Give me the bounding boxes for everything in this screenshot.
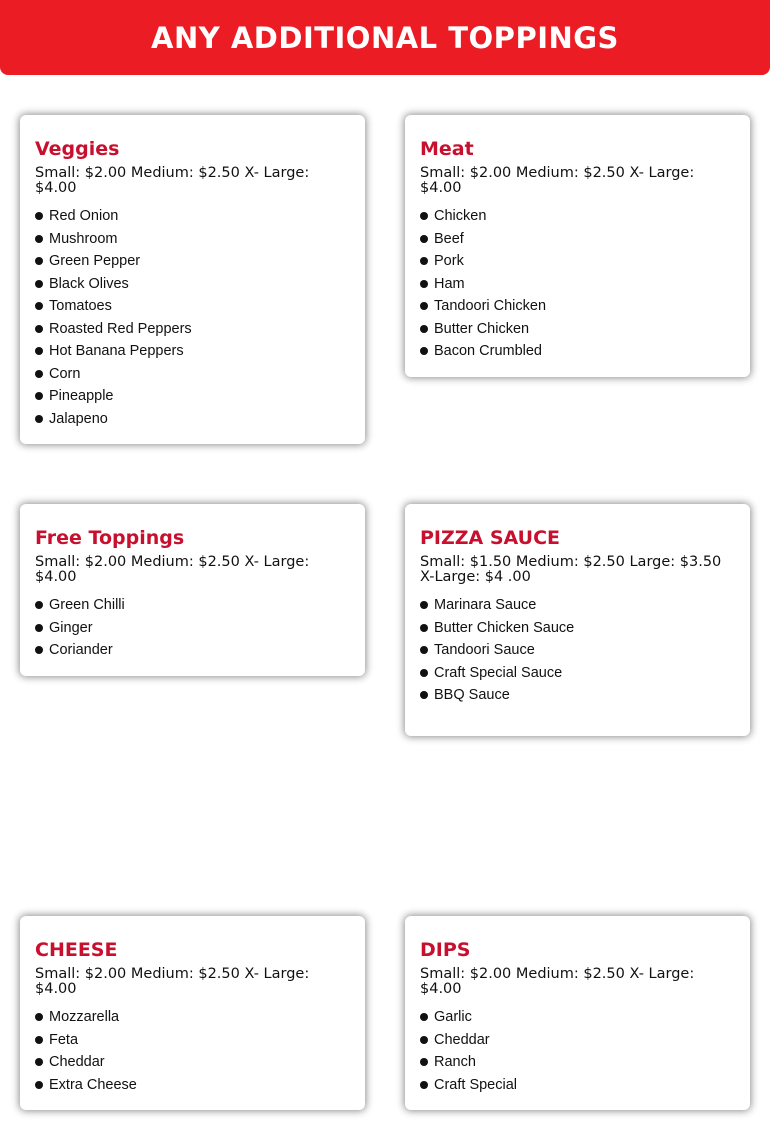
topping-item (420, 340, 740, 363)
bullet-icon (420, 1081, 428, 1089)
topping-item (35, 205, 355, 228)
topping-item (35, 318, 355, 341)
card-title: DIPS (420, 939, 471, 961)
topping-label: Corn (49, 365, 81, 382)
bullet-icon (35, 235, 43, 243)
topping-item (35, 273, 355, 296)
topping-label: Butter Chicken Sauce (434, 619, 575, 636)
bullet-icon (420, 347, 428, 355)
topping-label: Ham (434, 275, 465, 292)
card-title: Meat (420, 138, 474, 160)
topping-label: Red Onion (49, 208, 119, 224)
topping-item (35, 408, 355, 431)
bullet-icon (420, 601, 428, 609)
topping-list (420, 594, 740, 707)
topping-label: Hot Banana Peppers (49, 343, 184, 359)
bullet-icon (35, 601, 43, 609)
topping-item (420, 273, 740, 296)
card-prices: Small: $2.00 Medium: $2.50 X- Large: $4.00 (420, 165, 695, 196)
bullet-icon (35, 624, 43, 632)
bullet-icon (35, 280, 43, 288)
bullet-icon (35, 1058, 43, 1066)
card-meat (405, 115, 750, 377)
topping-label: BBQ Sauce (434, 687, 510, 703)
topping-label: Feta (49, 1031, 79, 1048)
topping-label: Jalapeno (49, 410, 108, 427)
topping-item (420, 639, 740, 662)
topping-item (420, 684, 740, 707)
topping-item (35, 1051, 355, 1074)
topping-label: Mozzarella (49, 1009, 120, 1025)
bullet-icon (35, 1013, 43, 1021)
topping-label: Ranch (434, 1054, 476, 1070)
bullet-icon (420, 235, 428, 243)
topping-list (35, 205, 355, 430)
topping-list (35, 1006, 355, 1096)
topping-list (420, 205, 740, 363)
bullet-icon (35, 370, 43, 378)
bullet-icon (35, 257, 43, 265)
card-title: PIZZA SAUCE (420, 527, 561, 549)
topping-item (420, 1074, 740, 1097)
bullet-icon (420, 302, 428, 310)
bullet-icon (35, 212, 43, 220)
card-prices: Small: $2.00 Medium: $2.50 X- Large: $4.00 (35, 966, 310, 997)
topping-list (35, 594, 355, 662)
topping-label: Roasted Red Peppers (49, 320, 192, 337)
bullet-icon (35, 325, 43, 333)
topping-label: Tandoori Chicken (434, 298, 547, 314)
topping-item (35, 340, 355, 363)
topping-label: Butter Chicken (434, 320, 530, 337)
topping-item (420, 205, 740, 228)
card-veggies (20, 115, 365, 444)
topping-item (35, 617, 355, 640)
card-title: Veggies (35, 138, 120, 160)
topping-item (420, 228, 740, 251)
topping-label: Mushroom (49, 230, 118, 247)
bullet-icon (420, 280, 428, 288)
topping-label: Beef (434, 230, 464, 247)
bullet-icon (420, 1013, 428, 1021)
topping-item (420, 662, 740, 685)
topping-label: Chicken (434, 208, 487, 224)
card-prices: Small: $2.00 Medium: $2.50 X- Large: $4.00 (35, 554, 310, 585)
topping-label: Craft Special Sauce (434, 664, 563, 681)
topping-label: Ginger (49, 619, 93, 636)
card-prices: Small: $1.50 Medium: $2.50 Large: $3.50 X-Large: $4 .00 (420, 554, 722, 585)
bullet-icon (35, 415, 43, 423)
topping-item (35, 363, 355, 386)
card-title: Free Toppings (35, 527, 185, 549)
card-prices: Small: $2.00 Medium: $2.50 X- Large: $4.00 (35, 165, 310, 196)
topping-label: Tomatoes (49, 298, 112, 314)
topping-item (420, 617, 740, 640)
topping-item (420, 594, 740, 617)
topping-item (420, 1006, 740, 1029)
bullet-icon (420, 624, 428, 632)
topping-label: Marinara Sauce (434, 597, 537, 613)
bullet-icon (35, 646, 43, 654)
topping-item (35, 295, 355, 318)
topping-label: Extra Cheese (49, 1076, 137, 1093)
bullet-icon (35, 1081, 43, 1089)
bullet-icon (420, 1058, 428, 1066)
topping-item (420, 1051, 740, 1074)
topping-item (420, 1029, 740, 1052)
card-prices: Small: $2.00 Medium: $2.50 X- Large: $4.00 (420, 966, 695, 997)
topping-label: Cheddar (49, 1054, 105, 1070)
card-dips (405, 916, 750, 1110)
topping-item (35, 1029, 355, 1052)
topping-label: Green Pepper (49, 253, 141, 269)
topping-label: Tandoori Sauce (434, 642, 535, 658)
bullet-icon (420, 691, 428, 699)
bullet-icon (420, 669, 428, 677)
topping-item (420, 318, 740, 341)
topping-label: Bacon Crumbled (434, 343, 542, 359)
topping-label: Pineapple (49, 388, 114, 404)
page-title: ANY ADDITIONAL TOPPINGS (151, 20, 619, 55)
topping-list (420, 1006, 740, 1096)
card-free-toppings (20, 504, 365, 676)
bullet-icon (35, 1036, 43, 1044)
topping-item (420, 295, 740, 318)
topping-item (35, 594, 355, 617)
card-cheese (20, 916, 365, 1110)
topping-label: Pork (434, 253, 464, 269)
bullet-icon (420, 212, 428, 220)
topping-item (35, 639, 355, 662)
topping-label: Craft Special (434, 1076, 518, 1093)
header-banner (0, 0, 770, 75)
topping-item (35, 1074, 355, 1097)
bullet-icon (35, 302, 43, 310)
bullet-icon (420, 1036, 428, 1044)
topping-label: Black Olives (49, 275, 129, 292)
topping-label: Coriander (49, 642, 113, 658)
topping-label: Garlic (434, 1009, 472, 1025)
bullet-icon (420, 646, 428, 654)
card-pizza-sauce (405, 504, 750, 736)
bullet-icon (35, 347, 43, 355)
topping-item (35, 250, 355, 273)
topping-item (35, 385, 355, 408)
bullet-icon (420, 257, 428, 265)
bullet-icon (420, 325, 428, 333)
topping-label: Green Chilli (49, 597, 125, 613)
topping-label: Cheddar (434, 1031, 490, 1048)
card-title: CHEESE (35, 939, 118, 961)
topping-item (420, 250, 740, 273)
topping-item (35, 228, 355, 251)
topping-item (35, 1006, 355, 1029)
bullet-icon (35, 392, 43, 400)
